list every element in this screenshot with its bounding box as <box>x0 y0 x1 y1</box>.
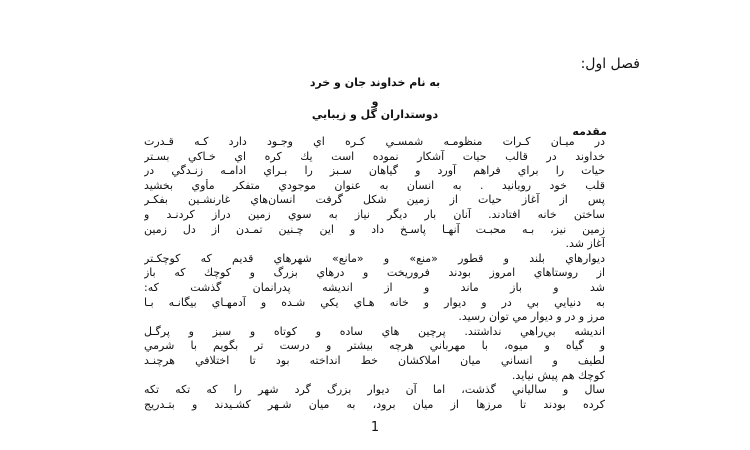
chapter-title: فصل اول: <box>580 56 640 72</box>
paragraph-line: ديوارهاي بلند و قطور «منع» و «مانع» شهرهاي قديم كه كوچكـتر <box>144 251 605 265</box>
paragraph-line: مرز و در و ديوار مي توان رسيد. <box>458 310 605 324</box>
dedication-line-3: دوستداران گل و زيبايي <box>311 108 439 121</box>
body-text <box>144 135 605 412</box>
paragraph-line: شد و باز ماند و از انديشه پدرانمان گذشت كه: <box>144 280 605 294</box>
paragraph-line: خداوند در قالب حيات آشكار نموده است يك كره اي خـاكي بسـتر <box>144 149 605 163</box>
paragraph-line: انديشه بي‌راهي نداشتند. پرچين هاي ساده و كوتاه و سبز و پرگـل <box>144 324 605 338</box>
paragraph-line: كرده بودند تا مرزها از ميان برود، به ميان شـهر كشـيدند و بتـدريج <box>144 397 605 411</box>
paragraph-line: پس از آغاز حيات از زمين شكل گرفت انسان‌هاي غارنشـين بفكـر <box>144 193 605 207</box>
dedication-line-1: به نام خداوند جان و خرد <box>309 76 441 89</box>
paragraph-line: ساختن خانه افتادند. آنان بار ديگر نياز به سوي زمين دراز كردنـد و <box>144 207 605 221</box>
paragraph-line: آغاز شد. <box>565 237 605 251</box>
paragraph-line: قلب خود رويانيد . به انسان به عنوان موجودي متفكر مأوي بخشيد <box>144 178 605 192</box>
paragraph-line: در ميـان كـرات منظومـه شمسـي كـره اي وجـود دارد كـه قـدرت <box>144 135 605 148</box>
paragraph-line: به دنيايي بي در و ديوار و خانه هـاي يكي شـده و آدمهـاي بيگانـه بـا <box>144 295 605 309</box>
paragraph-line: از روستاهاي امروز بودند فروريخت و درهاي بزرگ و كوچك كه باز <box>144 266 605 280</box>
dedication-line-2: و <box>371 95 379 108</box>
paragraph-line: لطيف و انساني ميان املاكشان خط انداخته بود تا اختلافي هرچنـد <box>144 353 605 367</box>
paragraph-line: كوچك هم پيش نيايد. <box>511 368 605 382</box>
page-number: 1 <box>370 420 380 435</box>
paragraph-line: حيات را براي فراهم آورد و گياهان سـبز را بـراي ادامـه زنـدگي در <box>144 164 605 178</box>
section-heading: مقدمه <box>572 125 607 138</box>
paragraph-line: سال و سالياني گذشت، اما آن ديوار بزرگ گرد شهر را كه تكه تكه <box>144 383 605 397</box>
paragraph-line: زمين نيز، بـه محبـت آنهـا پاسـخ داد و اين چـنين تمـدن از دل زمين <box>144 222 605 236</box>
paragraph-line: و گياه و ميوه، با مهرباني هرچه بيشتر و درست تر بگويم با شرمي <box>144 339 605 353</box>
